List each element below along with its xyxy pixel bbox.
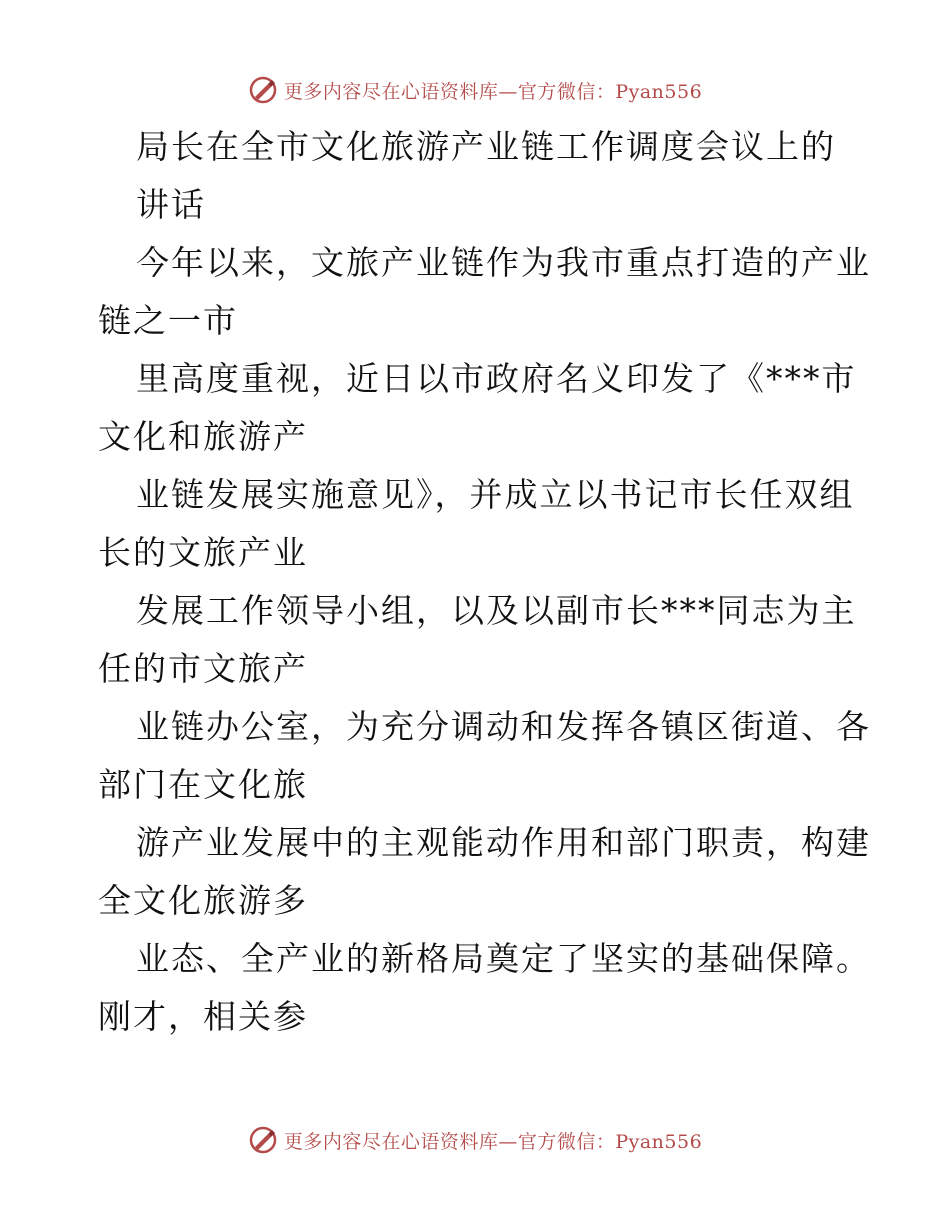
footer-watermark xyxy=(0,1120,950,1160)
text-line: 文化和旅游产 xyxy=(98,417,308,456)
text-line: 刚才，相关参 xyxy=(98,997,308,1036)
text-line: 任的市文旅产 xyxy=(98,649,308,688)
text-line: 局长在全市文化旅游产业链工作调度会议上的 xyxy=(136,127,836,166)
text-line: 长的文旅产业 xyxy=(98,533,308,572)
text-line: 业链办公室，为充分调动和发挥各镇区街道、各 xyxy=(136,707,871,746)
text-line: 业态、全产业的新格局奠定了坚实的基础保障。 xyxy=(136,939,871,978)
text-line: 今年以来，文旅产业链作为我市重点打造的产业 xyxy=(136,243,871,282)
header-watermark xyxy=(0,70,950,110)
watermark-text: 更多内容尽在心语资料库—官方微信：Pyan556 xyxy=(283,1130,703,1153)
text-line: 里高度重视，近日以市政府名义印发了《***市 xyxy=(136,359,857,398)
pen-logo-icon xyxy=(248,1125,278,1155)
text-line: 游产业发展中的主观能动作用和部门职责，构建 xyxy=(136,823,871,862)
watermark-text: 更多内容尽在心语资料库—官方微信：Pyan556 xyxy=(283,80,703,103)
text-line: 部门在文化旅 xyxy=(98,765,308,804)
text-line: 讲话 xyxy=(136,185,206,224)
text-line: 发展工作领导小组，以及以副市长***同志为主 xyxy=(136,591,857,630)
document-body xyxy=(98,118,871,1046)
text-line: 全文化旅游多 xyxy=(98,881,308,920)
text-line: 链之一市 xyxy=(98,301,238,340)
text-line: 业链发展实施意见》，并成立以书记市长任双组 xyxy=(136,475,855,514)
pen-logo-icon xyxy=(248,75,278,105)
